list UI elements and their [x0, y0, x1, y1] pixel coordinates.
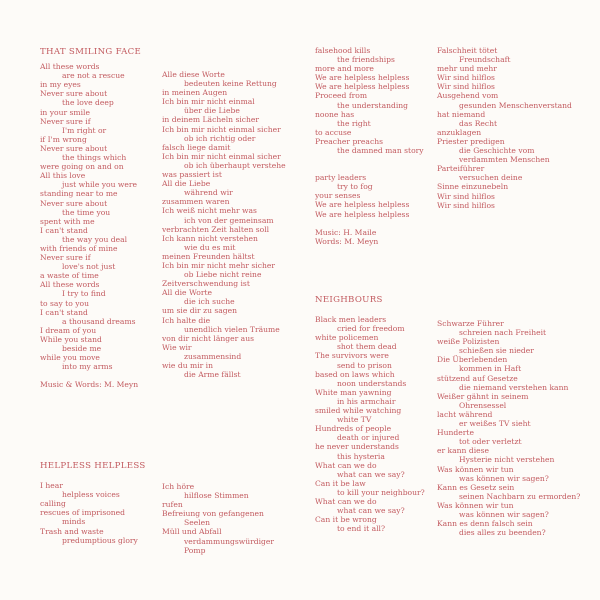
lyric-line: Ausgehend vom: [437, 91, 499, 101]
lyric-line: Was können wir tun: [437, 500, 514, 510]
lyric-line: lacht während: [437, 409, 493, 419]
lyric-line: he never understands: [315, 442, 399, 452]
lyric-line: try to fog: [337, 182, 373, 192]
lyric-line: All die Worte: [162, 288, 212, 298]
lyric-line: ob Liebe nicht reine: [184, 270, 262, 280]
lyric-line: predumptious glory: [62, 535, 138, 545]
lyric-line: Befreiung von gefangenen: [162, 509, 264, 519]
lyric-line: minds: [62, 517, 86, 527]
lyric-line: Seelen: [184, 518, 211, 528]
lyric-line: shot them dead: [337, 342, 397, 352]
lyric-line: in his armchair: [337, 396, 396, 406]
lyric-line: Priester predigen: [437, 136, 505, 146]
lyric-line: Hunderte: [437, 428, 474, 438]
lyric-line: the time you: [62, 207, 111, 217]
lyric-line: ob ich überhaupt verstehe: [184, 160, 286, 170]
lyric-line: What can we do: [315, 496, 377, 506]
lyric-line: just while you were: [62, 180, 138, 190]
lyric-line: was können wir sagen?: [459, 473, 549, 483]
lyric-line: if I'm wrong: [40, 134, 87, 144]
lyric-line: Schwarze Führer: [437, 319, 504, 328]
lyric-line: All this love: [40, 171, 86, 181]
song-title-neighbours: NEIGHBOURS: [315, 295, 383, 305]
lyrics-block: [315, 46, 424, 155]
lyric-line: Hundreds of people: [315, 424, 392, 434]
lyric-line: dies alles zu beenden?: [459, 528, 546, 538]
lyric-line: Ich höre: [162, 482, 195, 491]
lyric-line: Ich halte die: [162, 315, 211, 325]
lyrics-block: [40, 62, 141, 371]
lyric-line: calling: [40, 499, 66, 509]
lyric-line: helpless voices: [62, 490, 120, 500]
lyric-line: Zeitverschwendung ist: [162, 279, 250, 289]
lyrics-block: [162, 482, 274, 555]
lyric-line: more and more: [315, 64, 374, 74]
lyric-line: verbrachten Zeit halten soll: [162, 224, 270, 234]
lyric-line: was können wir sagen?: [459, 509, 549, 519]
column-helpless-german-cont: [437, 46, 572, 210]
lyric-line: I hear: [40, 481, 63, 491]
lyric-line: the right: [337, 118, 371, 128]
lyric-line: I try to find: [62, 289, 106, 299]
lyric-line: schießen sie nieder: [459, 346, 534, 356]
lyric-line: Ohrensessel: [459, 400, 507, 410]
lyric-line: er weißes TV sieht: [459, 419, 531, 429]
lyric-line: White man yawning: [315, 387, 392, 397]
lyric-line: the way you deal: [62, 234, 128, 244]
lyric-line: zusammen waren: [162, 197, 230, 207]
credit-music-words: Music & Words: M. Meyn: [40, 380, 139, 390]
lyric-line: die ich suche: [184, 297, 235, 307]
lyric-line: die Geschichte vom: [459, 146, 535, 156]
column-smiling-german: [162, 70, 286, 379]
lyric-line: Pomp: [184, 545, 206, 555]
lyric-line: Preacher preachs: [315, 136, 383, 146]
lyric-line: Was können wir tun: [437, 464, 514, 474]
column-helpless-english: [40, 462, 146, 545]
lyric-line: were going on and on: [40, 162, 124, 172]
lyric-line: what can we say?: [337, 469, 405, 479]
lyrics-block: [40, 481, 146, 545]
lyric-line: Die Überlebenden: [437, 355, 508, 365]
lyric-line: falsch liege damit: [162, 142, 231, 152]
lyric-line: the damned man story: [337, 146, 424, 156]
lyric-line: I can't stand: [40, 225, 88, 235]
lyric-line: to kill your neighbour?: [337, 487, 425, 497]
lyric-line: was passiert ist: [162, 170, 222, 180]
lyric-line: death or injured: [337, 433, 400, 443]
lyric-line: with friends of mine: [40, 243, 118, 253]
lyrics-block: [162, 70, 286, 379]
lyric-line: Hysterie nicht verstehen: [459, 455, 555, 465]
lyric-line: Black men leaders: [315, 315, 387, 325]
lyric-line: noon understands: [337, 378, 407, 388]
lyric-line: Never sure about: [40, 89, 108, 99]
lyric-line: this hysteria: [337, 451, 385, 461]
lyric-line: Never sure about: [40, 198, 108, 208]
lyric-line: Wir sind hilflos: [437, 200, 495, 210]
lyrics-block: [437, 46, 572, 210]
lyric-line: the friendships: [337, 55, 395, 65]
lyric-line: während wir: [184, 188, 233, 198]
lyric-line: the love deep: [62, 98, 114, 108]
lyric-line: Wie wir: [162, 342, 192, 352]
lyric-line: The survivors were: [315, 351, 389, 361]
lyric-line: to say to you: [40, 298, 89, 308]
lyric-line: von dir nicht länger aus: [162, 333, 254, 343]
lyric-line: Ich bin mir nicht einmal sicher: [162, 151, 281, 161]
lyric-line: white policemen: [315, 333, 379, 343]
lyric-line: das Recht: [459, 118, 498, 128]
lyric-line: Proceed from: [315, 91, 368, 101]
lyric-line: Ich kann nicht verstehen: [162, 233, 258, 243]
lyric-line: We are helpless helpless: [315, 82, 410, 92]
lyric-line: kommen in Haft: [459, 364, 522, 374]
lyric-line: schreien nach Freiheit: [459, 328, 547, 338]
lyric-line: Ich bin mir nicht einmal sicher: [162, 124, 281, 134]
lyric-line: Kann es denn falsch sein: [437, 519, 533, 529]
lyric-line: Falschheit tötet: [437, 46, 498, 55]
lyric-line: meinen Freunden hältst: [162, 251, 255, 261]
lyric-line: We are helpless helpless: [315, 209, 410, 219]
lyric-line: gesunden Menschenverstand: [459, 100, 572, 110]
lyric-line: verdammungswürdiger: [184, 536, 275, 546]
lyrics-block: [315, 173, 424, 218]
lyric-line: spent with me: [40, 216, 95, 226]
lyric-line: While you stand: [40, 334, 102, 344]
lyric-line: wie du es mit: [184, 242, 236, 252]
lyric-line: I dream of you: [40, 325, 97, 335]
lyric-line: Ich bin mir nicht einmal: [162, 97, 255, 107]
lyric-line: über die Liebe: [184, 106, 240, 116]
lyric-line: Ich bin mir nicht mehr sicher: [162, 260, 275, 270]
lyric-line: are not a rescue: [62, 71, 125, 81]
lyric-line: what can we say?: [337, 506, 405, 516]
column-helpless-english-cont: [315, 46, 424, 246]
lyric-line: to end it all?: [337, 524, 386, 534]
lyric-line: zusammensind: [184, 351, 242, 361]
lyric-line: cried for freedom: [337, 324, 405, 334]
lyric-line: verdammten Menschen: [459, 155, 550, 165]
lyric-line: in deinem Lächeln sicher: [162, 115, 260, 125]
lyric-line: er kann diese: [437, 446, 490, 456]
lyric-line: smiled while watching: [315, 406, 402, 416]
song-title-that-smiling-face: THAT SMILING FACE: [40, 47, 142, 57]
lyric-line: send to prison: [337, 360, 392, 370]
lyric-line: ob ich richtig oder: [184, 133, 256, 143]
lyric-line: in meinen Augen: [162, 88, 228, 98]
lyric-line: rufen: [162, 500, 183, 510]
lyrics-block: [437, 319, 580, 537]
lyric-line: Wir sind hilflos: [437, 191, 495, 201]
lyric-line: mehr und mehr: [437, 64, 497, 74]
lyric-line: ich von der gemeinsam: [184, 215, 274, 225]
lyric-line: I'm right or: [62, 125, 107, 135]
lyric-line: wie du mir in: [162, 361, 213, 370]
lyric-line: the things which: [62, 153, 127, 163]
lyric-line: Freundschaft: [459, 55, 511, 65]
lyric-line: in your smile: [40, 107, 90, 117]
column-neighbours-german: [437, 319, 580, 537]
lyric-line: white TV: [337, 415, 372, 425]
lyric-line: a thousand dreams: [62, 316, 136, 326]
column-helpless-german: [162, 482, 274, 555]
lyric-line: hat niemand: [437, 109, 486, 119]
lyric-line: We are helpless helpless: [315, 200, 410, 210]
lyric-line: Ich weiß nicht mehr was: [162, 206, 257, 216]
lyric-line: All die Liebe: [162, 179, 211, 189]
lyric-line: Kann es Gesetz sein: [437, 482, 515, 492]
lyric-line: into my arms: [62, 362, 113, 372]
lyric-line: Wir sind hilflos: [437, 82, 495, 92]
lyric-line: Alle diese Worte: [162, 70, 225, 79]
lyric-line: hilflose Stimmen: [184, 491, 249, 501]
lyric-line: while you move: [40, 353, 100, 363]
lyric-line: your senses: [315, 191, 361, 201]
lyric-line: to accuse: [315, 127, 352, 137]
lyric-line: bedeuten keine Rettung: [184, 79, 277, 89]
lyric-line: Trash and waste: [40, 526, 104, 536]
lyric-line: Never sure about: [40, 143, 108, 153]
lyric-line: rescues of imprisoned: [40, 508, 126, 518]
credit-music: Music: H. Maile: [315, 227, 377, 237]
lyric-line: anzuklagen: [437, 127, 482, 137]
lyric-line: love's not just: [62, 262, 116, 272]
lyric-line: in my eyes: [40, 80, 81, 90]
lyric-line: Never sure if: [40, 116, 91, 126]
lyric-line: unendlich vielen Träume: [184, 324, 280, 334]
lyric-line: die niemand verstehen kann: [459, 382, 569, 392]
lyric-line: Can it be law: [315, 478, 366, 488]
lyric-line: beside me: [62, 344, 102, 353]
lyric-line: die Arme fällst: [184, 370, 241, 380]
credit-words: Words: M. Meyn: [315, 236, 379, 246]
lyric-line: Never sure if: [40, 253, 91, 263]
lyric-line: seinen Nachbarn zu ermorden?: [459, 491, 581, 501]
lyric-line: All these words: [40, 62, 100, 72]
lyric-line: Müll und Abfall: [162, 527, 222, 537]
lyric-line: versuchen deine: [459, 173, 523, 183]
lyric-line: stützend auf Gesetze: [437, 373, 518, 383]
lyric-line: Weißer gähnt in seinem: [437, 391, 529, 401]
lyrics-block: [315, 315, 425, 533]
lyric-line: um sie dir zu sagen: [162, 306, 238, 316]
lyric-line: noone has: [315, 109, 355, 119]
lyric-line: standing near to me: [40, 189, 118, 199]
column-smiling-english: [40, 48, 141, 389]
lyric-line: All these words: [40, 280, 100, 290]
lyric-line: We are helpless helpless: [315, 73, 410, 83]
lyric-line: weiße Polizisten: [437, 337, 500, 347]
lyric-line: Sinne einzunebeln: [437, 182, 509, 192]
lyric-line: Wir sind hilflos: [437, 73, 495, 83]
lyric-line: the understanding: [337, 100, 409, 110]
lyric-line: tot oder verletzt: [459, 437, 522, 447]
lyric-line: Parteiführer: [437, 164, 485, 174]
song-title-helpless-helpless: HELPLESS HELPLESS: [40, 461, 146, 471]
lyric-line: a waste of time: [40, 271, 99, 281]
lyric-line: falsehood kills: [315, 46, 371, 55]
lyric-line: What can we do: [315, 460, 377, 470]
column-neighbours-english: [315, 296, 425, 533]
lyric-line: Can it be wrong: [315, 515, 377, 525]
lyric-line: I can't stand: [40, 307, 88, 317]
lyric-line: party leaders: [315, 173, 367, 183]
lyric-line: based on laws which: [315, 369, 395, 379]
